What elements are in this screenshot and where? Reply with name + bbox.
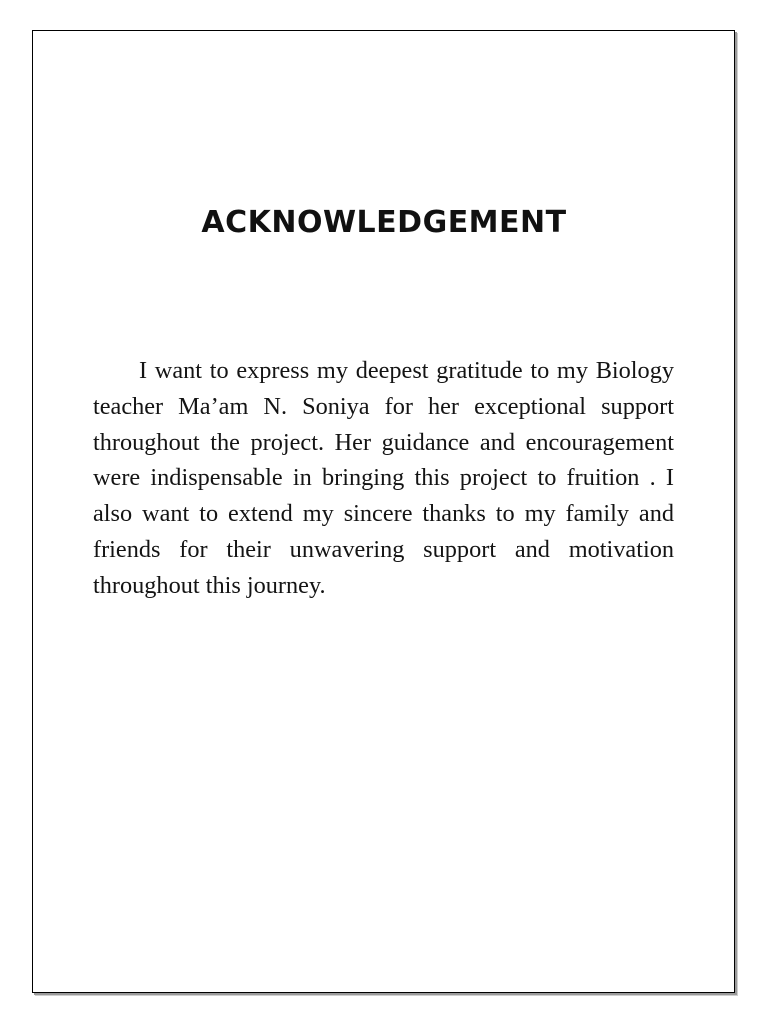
page-title: ACKNOWLEDGEMENT [201,205,567,240]
acknowledgement-paragraph: I want to express my deepest gratitude to my Biology teacher Ma’am N. Soniya for her exceptional support throughout the project. Her guidance and encouragement were indispensable in bringing this project to fruition . I also want to extend my sincere thanks to my family and friends for their unwavering support and motivation throughout this journey. [93,357,674,599]
